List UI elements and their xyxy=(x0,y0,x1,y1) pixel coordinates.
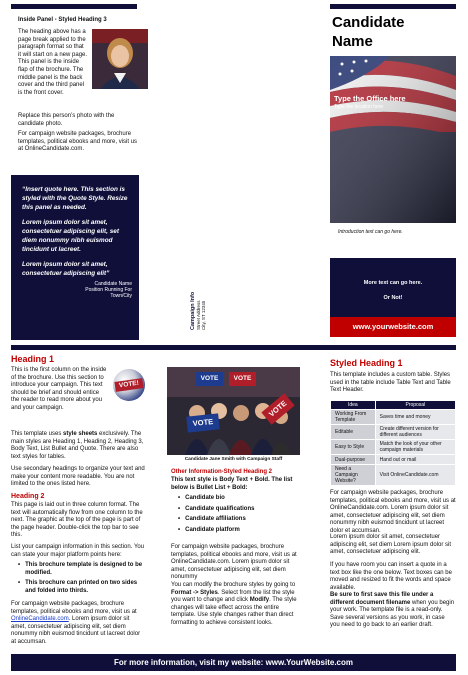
col3-para-4 xyxy=(330,592,456,630)
quote-candidate-name: Candidate Name xyxy=(94,281,132,287)
table-row xyxy=(331,425,456,440)
mailing-line-2: City, ST 12345 xyxy=(201,300,207,330)
list-item: • Candidate qualifications xyxy=(178,505,255,512)
inside-panel-heading: Inside Panel - Styled Heading 3 xyxy=(18,17,107,23)
col1-text xyxy=(11,367,145,413)
col2-bullet-3: Candidate affiliations xyxy=(185,516,246,523)
inside-panel-paragraph-3: For campaign website packages, brochure templates, political ebooks and more, visit us at OnlineCandidate.com. xyxy=(18,131,138,153)
vote-sign-3: VOTE xyxy=(186,413,219,432)
table-cell: Visit OnlineCandidate.com xyxy=(375,465,455,486)
col3-para-1: For campaign website packages, brochure templates, political ebooks and more, visit us at OnlineCandidate.com. Lorem ipsum dolor sit amet, consectetuer adipiscing elit, set diem nonummy nibh euismod tincidunt ut lacreet dolor et accumsan. xyxy=(330,490,456,534)
table-cell: Create different version for different audiences xyxy=(375,425,455,440)
col3-para-2: Lorem ipsum dolor sit amet, consectetuer adipiscing elit, set diem Lorem ipsum dolor sit amet, consectetuer adipiscing elit. xyxy=(330,534,452,556)
inside-panel-text xyxy=(18,29,148,97)
col2-para2-bold-1: Format -> Styles xyxy=(171,589,218,596)
col2-para2-bold-2: Modify xyxy=(249,597,270,604)
cover-or-not: Or Not! xyxy=(383,295,403,301)
col3-para-3: If you have room you can insert a quote in a text box like the one below. Text boxes can be moved and resized to fit the words and space available. xyxy=(330,562,452,591)
cover-intro: Introduction text can go here. xyxy=(338,229,403,235)
styled-heading-1: Styled Heading 1 xyxy=(330,358,403,368)
page2-top-bar xyxy=(11,345,456,350)
table-cell: Saves time and money xyxy=(375,410,455,425)
mailing-line-1: Street Address xyxy=(196,300,201,330)
vote-sign-2: VOTE xyxy=(229,372,256,386)
candidate-photo xyxy=(92,29,148,89)
col3-para4-post: when you begin your work. The template file is a read-only. Save several versions as you work, in case you need to go back to an earlier draft. xyxy=(330,599,455,629)
cover-office: Type the Office here xyxy=(334,94,406,103)
cover-location: Type the location here xyxy=(334,104,384,110)
col1-secondary: Use secondary headings to organize your text and make your content more readable. You are not limited to the ones listed here. xyxy=(11,466,145,488)
cover-website[interactable]: www.yourwebsite.com xyxy=(352,322,434,331)
vote-badge xyxy=(113,369,145,401)
list-item: • This brochure can printed on two sides and folded into thirds. xyxy=(18,580,145,595)
cover-info-box xyxy=(330,258,456,317)
col1-styles-bold: style sheets xyxy=(63,431,98,437)
col1-list-intro: List your campaign information in this section. You can state your major platform points here: xyxy=(11,544,145,558)
table-row xyxy=(331,455,456,465)
cover-flag-image xyxy=(330,56,456,223)
other-info-heading: Other Information-Styled Heading 2 xyxy=(171,469,273,475)
flag-icon xyxy=(330,56,456,223)
table-cell: Dual-purpose xyxy=(331,455,376,465)
mailing-info xyxy=(190,280,207,330)
table-cell: Easy to Style xyxy=(331,440,376,455)
col3-intro: This template includes a custom table. Styles used in the table include Table Text and Table Text Header. xyxy=(330,372,451,394)
heading-1: Heading 1 xyxy=(11,354,55,364)
col1-styles-post: exclusively. The main styles are Heading 1, Heading 2, Heading 3, Body Text, List Bullet and Quote. There are also text styles for tables. xyxy=(11,431,144,460)
cover-candidate-name xyxy=(332,13,405,51)
col1-styles xyxy=(11,431,145,461)
vote-badge-label: VOTE! xyxy=(114,378,143,392)
top-bar-right xyxy=(330,4,456,9)
col3-para4-bold: Be sure to first save this file under a different document filename xyxy=(330,592,434,606)
col2-para-2 xyxy=(171,582,303,628)
cover-name-line-1: Candidate xyxy=(332,14,405,31)
woman-portrait-icon xyxy=(92,29,148,89)
table-cell: Hand out or mail xyxy=(375,455,455,465)
vote-sign-4: VOTE xyxy=(261,393,294,425)
col1-bullet-1: This brochure template is designed to be modified. xyxy=(25,562,143,576)
table-cell: Need a Campaign Website? xyxy=(331,465,376,486)
col1-bullet-2: This brochure can printed on two sides and folded into thirds. xyxy=(25,580,138,594)
quote-position: Position Running For xyxy=(85,287,132,293)
top-bar-left xyxy=(11,4,137,9)
col1-three-col: This page is laid out in three column format. The text will automatically flow from one column to the next. The graphic at the top of the page is part of the page header. Double-click the top bar to see this. xyxy=(11,502,143,539)
col1-intro: This is the first column on the inside of the brochure. Use this section to introduce your campaign. This text should be brief and should entice the reader to read more about you and your campaign. xyxy=(11,367,107,411)
table-row xyxy=(331,410,456,425)
mailing-title: Campaign Info xyxy=(190,291,196,330)
quote-text: “Insert quote here. This section is styled with the Quote Style. Resize this panel as needed. xyxy=(22,186,128,211)
heading-2: Heading 2 xyxy=(11,493,45,500)
photo-caption: Candidate Jane Smith with Campaign Staff xyxy=(184,457,283,462)
footer-bar xyxy=(11,654,456,671)
list-item: • Candidate platform xyxy=(178,526,240,533)
cover-website-bar xyxy=(330,317,456,337)
col1-visit-post: . Lorem ipsum dolor sit amet, consectetuer adipiscing elit, set diem nonummy nibh euismod tincidunt ut lacreet dolor at accumsan. xyxy=(11,616,141,645)
footer-text[interactable]: For more information, visit my website: www.YourWebsite.com xyxy=(113,658,353,667)
col1-visit xyxy=(11,601,145,647)
col1-visit-pre: For campaign website packages, brochure templates, political ebooks and more, visit us at xyxy=(11,601,137,615)
col2-bullet-4: Candidate platform xyxy=(185,526,240,533)
onlinecandidate-link[interactable]: OnlineCandidate.com xyxy=(11,616,69,623)
list-item: • Candidate affiliations xyxy=(178,516,246,523)
cover-name-line-2: Name xyxy=(332,33,373,50)
quote-lorem-1: Lorem ipsum dolor sit amet, consectetuer adipiscing elit, set diem nonummy nibh euismod tincidunt ut lacreet. xyxy=(22,219,119,253)
col2-bullet-1: Candidate bio xyxy=(185,495,225,501)
table-row xyxy=(331,465,456,486)
col2-bullets xyxy=(178,495,298,534)
cover-more-text: More text can go here. xyxy=(363,280,423,286)
table-cell: Match the look of your other campaign materials xyxy=(375,440,455,455)
quote-town: Town/City xyxy=(110,293,132,299)
col2-para-1: For campaign website packages, brochure templates, political ebooks and more, visit us at OnlineCandidate.com. Lorem ipsum dolor sit amet, consectetuer adipiscing elit, set diem nonummy xyxy=(171,544,297,581)
col2-bold-intro: This text style is Body Text + Bold. The list below is Bullet List + Bold: xyxy=(171,477,293,491)
col2-para2-mid: . Select from the list the style you want to change and click xyxy=(171,589,295,604)
col2-para2-pre: You can modify the brochure styles by going to xyxy=(171,582,296,588)
quote-lorem-2: Lorem ipsum dolor sit amet, consectetuer adipiscing elit” xyxy=(22,261,110,277)
col2-bullet-2: Candidate qualifications xyxy=(185,505,255,512)
table-header-idea: Idea xyxy=(331,401,376,410)
list-item: • Candidate bio xyxy=(178,495,225,501)
col1-bullets xyxy=(18,562,145,595)
table-cell: Working From Template xyxy=(331,410,376,425)
inside-panel-paragraph-2: Replace this person’s photo with the candidate photo. xyxy=(18,113,115,127)
list-item: • This brochure template is designed to be modified. xyxy=(18,562,145,577)
quote-box xyxy=(11,175,139,340)
table-header-proposal: Proposal xyxy=(375,401,455,410)
inside-panel-paragraph-1: The heading above has a page break applied to the paragraph format so that it will start on a new page. This panel is the inside flap of the brochure. The middle panel is the back cover and the third panel is the front cover. xyxy=(18,29,88,96)
col2-para2-post: . The style changes will take effect across the entire template. Use style changes rather than direct formatting to achieve consistent looks. xyxy=(171,597,297,626)
vote-sign-1: VOTE xyxy=(196,372,223,386)
table-cell: Editable xyxy=(331,425,376,440)
ideas-table xyxy=(330,400,456,486)
table-row xyxy=(331,440,456,455)
col1-styles-pre: This template uses xyxy=(11,431,64,437)
staff-photo xyxy=(167,367,300,455)
